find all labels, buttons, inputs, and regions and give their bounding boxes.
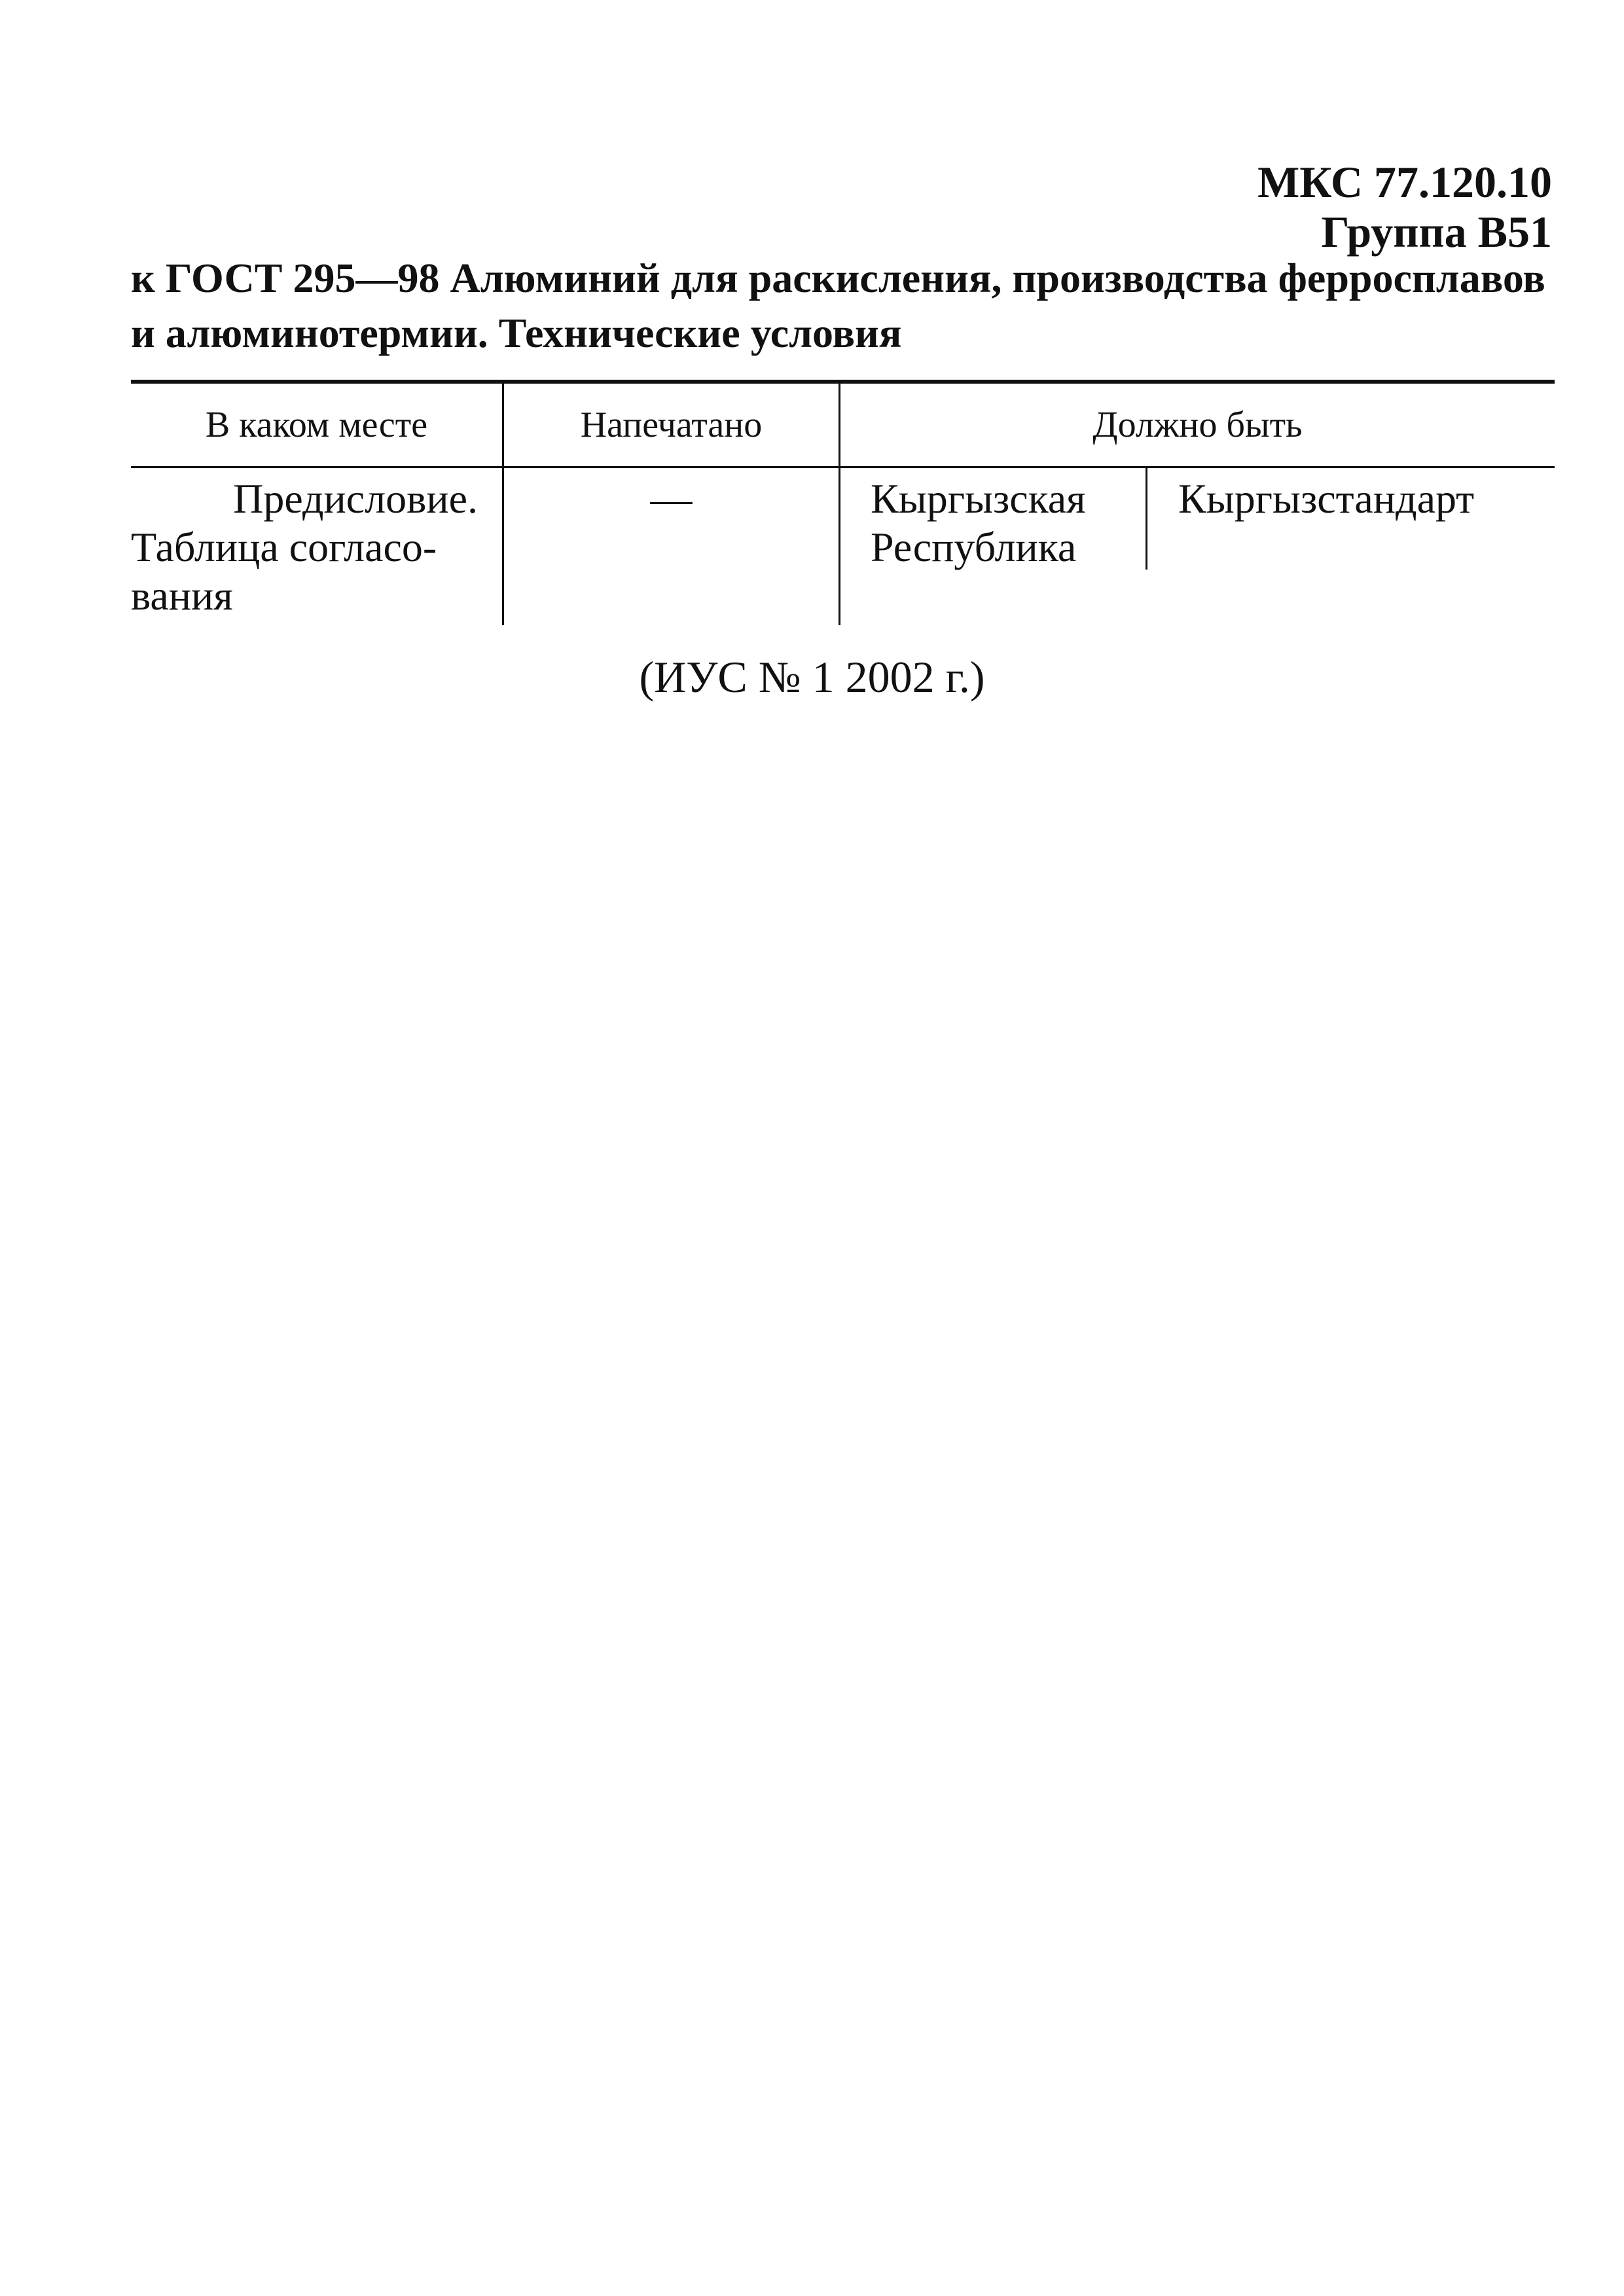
- table-header-rule: [131, 466, 1555, 468]
- header-printed: Напечатано: [580, 405, 763, 445]
- cell-place: [131, 475, 478, 620]
- column-divider-3: [1146, 468, 1147, 570]
- cell-place-line-2: Таблица согласо-: [131, 524, 437, 570]
- cell-printed: —: [650, 475, 693, 522]
- cell-should-be-line-2: Республика: [871, 524, 1077, 570]
- ius-note: (ИУС № 1 2002 г.): [639, 652, 985, 702]
- group-code: Группа В51: [1321, 207, 1552, 257]
- cell-should-be-country: [871, 475, 1139, 572]
- cell-should-be-line-1: Кыргызская: [871, 475, 1086, 522]
- amendment-title: к ГОСТ 295—98 Алюминий для раскисления, производства ферросплавов и алюминотермии. Технические условия: [131, 255, 1545, 356]
- cell-place-line-1: Предисловие.: [233, 475, 478, 522]
- cell-should-be-body: Кыргызстандарт: [1178, 475, 1475, 522]
- header-where: В каком месте: [205, 405, 428, 445]
- header-should-be: Должно быть: [1092, 405, 1303, 445]
- mks-code: МКС 77.120.10: [1257, 157, 1552, 207]
- cell-place-line-3: вания: [131, 572, 233, 619]
